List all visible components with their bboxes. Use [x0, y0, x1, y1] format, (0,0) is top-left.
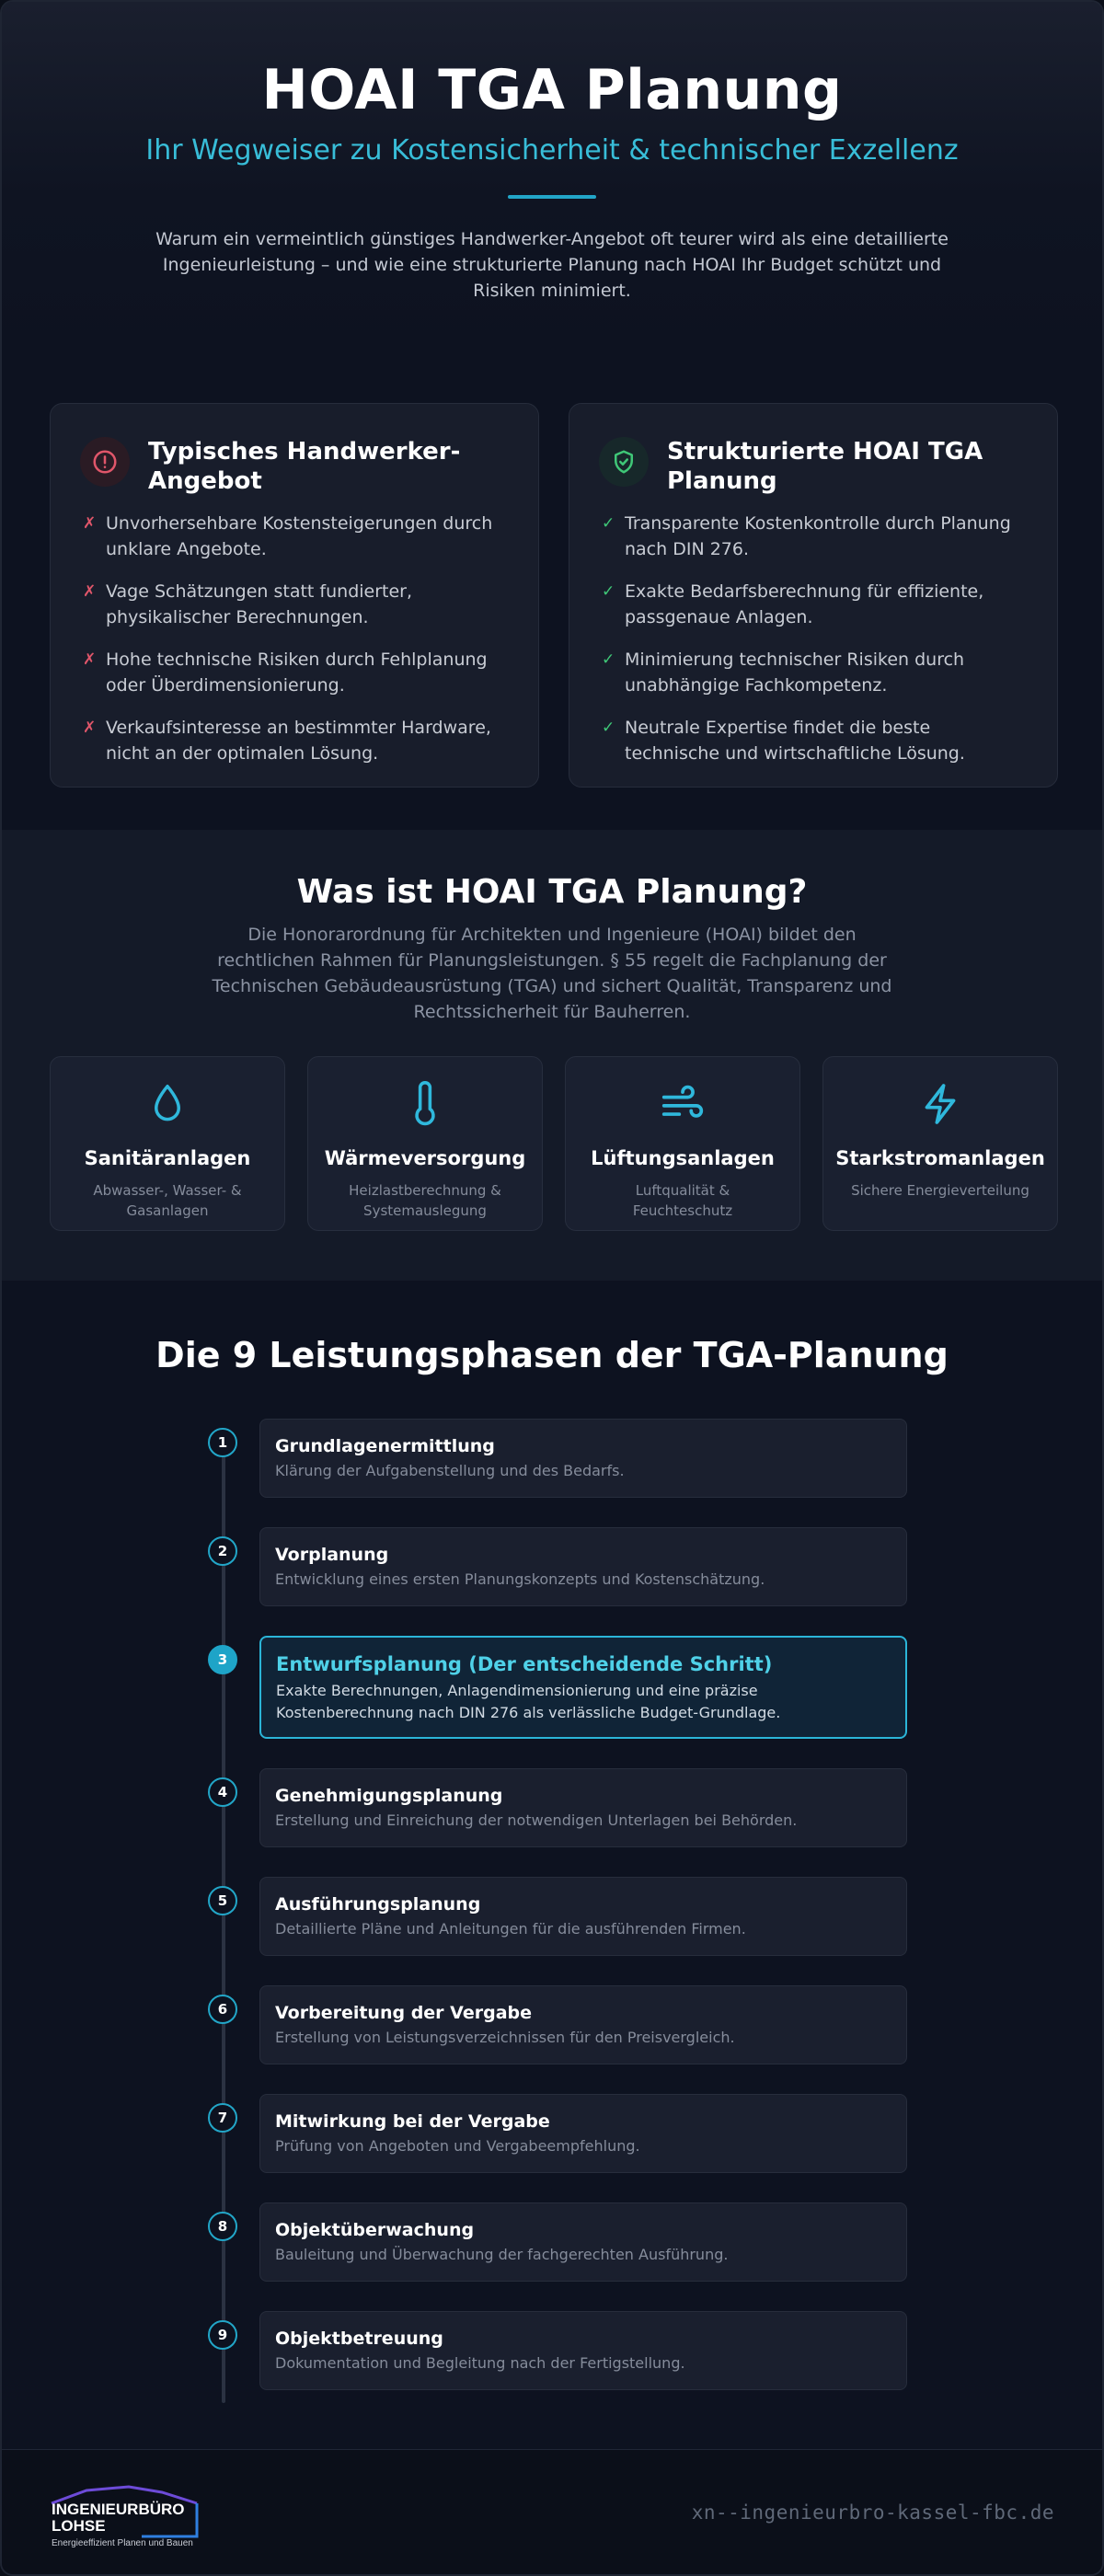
phase-item-3 [217, 1636, 907, 1739]
phase-number: 4 [208, 1777, 237, 1807]
phase-number: 3 [208, 1645, 237, 1674]
discipline-name: Starkstromanlagen [835, 1147, 1045, 1169]
phase-number: 7 [208, 2103, 237, 2133]
handwerker-card-title: Typisches Handwerker-Angebot [148, 438, 461, 495]
list-item [599, 579, 1028, 630]
thermometer-icon [308, 1081, 542, 1127]
discipline-note: Luftqualität & Feuchteschutz [632, 1182, 733, 1219]
phase-item-5 [217, 1877, 907, 1956]
phase-number: 2 [208, 1536, 237, 1566]
list-item-text: Neutrale Expertise findet die beste technische und wirtschaftliche Lösung. [625, 718, 965, 764]
list-item-text: Transparente Kostenkontrolle durch Planung nach DIN 276. [625, 513, 1011, 559]
phase-title: Mitwirkung bei der Vergabe [275, 2111, 550, 2132]
phase-description: Entwicklung eines ersten Planungskonzepts und Kostenschätzung. [275, 1570, 765, 1588]
cross-icon: ✗ [83, 582, 97, 601]
phase-item-6 [217, 1985, 907, 2064]
list-item-text: Minimierung technischer Risiken durch unabhängige Fachkompetenz. [625, 650, 965, 696]
phase-box [259, 1419, 907, 1498]
cross-icon: ✗ [83, 719, 97, 737]
phase-box [259, 2311, 907, 2390]
phase-description: Dokumentation und Begleitung nach der Fertigstellung. [275, 2354, 685, 2372]
phase-description: Klärung der Aufgabenstellung und des Bedarfs. [275, 1462, 625, 1479]
logo-tagline: Energieeffizient Planen und Bauen [52, 2538, 193, 2548]
phase-title: Objektbetreuung [275, 2329, 443, 2349]
intro-text: Warum ein vermeintlich günstiges Handwerker-Angebot oft teurer wird als eine detaillierte Ingenieurleistung – und wie eine strukturierte Planung nach HOAI Ihr Budget schützt und Risiken minimiert. [155, 229, 949, 301]
discipline-card-lueftung [565, 1056, 800, 1231]
phase-box [259, 2094, 907, 2173]
phase-item-9 [217, 2311, 907, 2390]
phase-title: Grundlagenermittlung [275, 1436, 495, 1456]
phase-item-7 [217, 2094, 907, 2173]
what-is-title: Was ist HOAI TGA Planung? [296, 873, 808, 911]
discipline-card-starkstrom [822, 1056, 1058, 1231]
phase-title: Genehmigungsplanung [275, 1786, 503, 1806]
check-icon: ✓ [602, 514, 615, 533]
phase-number: 5 [208, 1886, 237, 1915]
discipline-card-waerme [307, 1056, 543, 1231]
hero-section [2, 2, 1102, 351]
list-item-text: Hohe technische Risiken durch Fehlplanung oder Überdimensionierung. [106, 650, 488, 696]
phase-title: Vorplanung [275, 1545, 389, 1565]
phases-title: Die 9 Leistungsphasen der TGA-Planung [155, 1335, 949, 1375]
check-icon: ✓ [602, 582, 615, 601]
discipline-note: Sichere Energieverteilung [851, 1182, 1029, 1199]
discipline-note: Heizlastberechnung & Systemauslegung [349, 1182, 501, 1219]
list-item [599, 647, 1028, 698]
phase-title: Entwurfsplanung (Der entscheidende Schritt) [276, 1653, 773, 1675]
hoai-list [599, 511, 1028, 766]
phase-description: Erstellung und Einreichung der notwendigen Unterlagen bei Behörden. [275, 1811, 798, 1829]
alert-circle-icon [80, 437, 130, 487]
list-item [80, 511, 509, 562]
discipline-name: Lüftungsanlagen [591, 1147, 775, 1169]
list-item [80, 647, 509, 698]
discipline-note: Abwasser-, Wasser- & Gasanlagen [93, 1182, 242, 1219]
what-is-section [2, 830, 1102, 1281]
phase-title: Ausführungsplanung [275, 1894, 481, 1915]
phase-box [259, 2202, 907, 2282]
phase-description: Exakte Berechnungen, Anlagendimensionierung und eine präzise Kostenberechnung nach DIN 276 als verlässliche Budget-Grundlage. [276, 1682, 781, 1721]
hoai-card [569, 403, 1058, 788]
list-item-text: Verkaufsinteresse an bestimmter Hardware, nicht an der optimalen Lösung. [106, 718, 491, 764]
page-subtitle: Ihr Wegweiser zu Kostensicherheit & technischer Exzellenz [145, 134, 959, 167]
list-item-text: Unvorhersehbare Kostensteigerungen durch unklare Angebote. [106, 513, 493, 559]
phase-timeline [2, 1419, 1104, 2421]
droplet-icon [51, 1081, 284, 1127]
phases-section [2, 1281, 1102, 2449]
cross-icon: ✗ [83, 650, 97, 669]
shield-check-icon [599, 437, 649, 487]
wind-icon [566, 1081, 799, 1127]
phase-number: 6 [208, 1995, 237, 2024]
discipline-card-sanitaer [50, 1056, 285, 1231]
what-is-description: Die Honorarordnung für Architekten und Ingenieure (HOAI) bildet den rechtlichen Rahmen für Planungsleistungen. § 55 regelt die Fachplanung der Technischen Gebäudeausrüstung (TGA) und sichert Qualität, Transparenz und Rechtssicherheit für Bauherren. [212, 925, 892, 1022]
phase-description: Detaillierte Pläne und Anleitungen für die ausführenden Firmen. [275, 1920, 746, 1938]
page-title: HOAI TGA Planung [261, 58, 843, 122]
footer [2, 2449, 1102, 2576]
list-item [80, 715, 509, 766]
title-divider [508, 195, 596, 199]
phase-box-highlighted [259, 1636, 907, 1739]
discipline-grid [50, 1056, 1058, 1231]
cross-icon: ✗ [83, 514, 97, 533]
phase-box [259, 1527, 907, 1606]
phase-number: 9 [208, 2320, 237, 2350]
phase-description: Bauleitung und Überwachung der fachgerechten Ausführung. [275, 2246, 729, 2263]
phase-title: Objektüberwachung [275, 2220, 475, 2240]
list-item-text: Exakte Bedarfsberechnung für effiziente, passgenaue Anlagen. [625, 581, 984, 627]
lightning-icon [823, 1081, 1057, 1127]
timeline-line [222, 1428, 225, 2403]
company-logo[interactable] [50, 2483, 206, 2549]
discipline-name: Wärmeversorgung [324, 1147, 526, 1169]
logo-line-1: INGENIEURBÜRO [52, 2501, 185, 2518]
phase-item-1 [217, 1419, 907, 1498]
list-item-text: Vage Schätzungen statt fundierter, physikalischer Berechnungen. [106, 581, 413, 627]
phase-number: 8 [208, 2212, 237, 2241]
phase-title: Vorbereitung der Vergabe [275, 2003, 532, 2023]
check-icon: ✓ [602, 719, 615, 737]
hoai-card-title: Strukturierte HOAI TGA Planung [667, 438, 983, 495]
handwerker-card [50, 403, 539, 788]
phase-description: Erstellung von Leistungsverzeichnissen für den Preisvergleich. [275, 2029, 735, 2046]
comparison-section [2, 351, 1102, 830]
list-item [80, 579, 509, 630]
phase-box [259, 1768, 907, 1847]
website-link[interactable]: xn--ingenieurbro-kassel-fbc.de [691, 2501, 1054, 2524]
phase-box [259, 1877, 907, 1956]
phase-item-4 [217, 1768, 907, 1847]
phase-number: 1 [208, 1428, 237, 1457]
handwerker-list [80, 511, 509, 766]
list-item [599, 511, 1028, 562]
discipline-name: Sanitäranlagen [84, 1147, 251, 1169]
logo-line-2: LOHSE [52, 2517, 106, 2535]
phase-description: Prüfung von Angeboten und Vergabeempfehlung. [275, 2137, 640, 2155]
phase-box [259, 1985, 907, 2064]
phase-item-2 [217, 1527, 907, 1606]
list-item [599, 715, 1028, 766]
check-icon: ✓ [602, 650, 615, 669]
phase-item-8 [217, 2202, 907, 2282]
